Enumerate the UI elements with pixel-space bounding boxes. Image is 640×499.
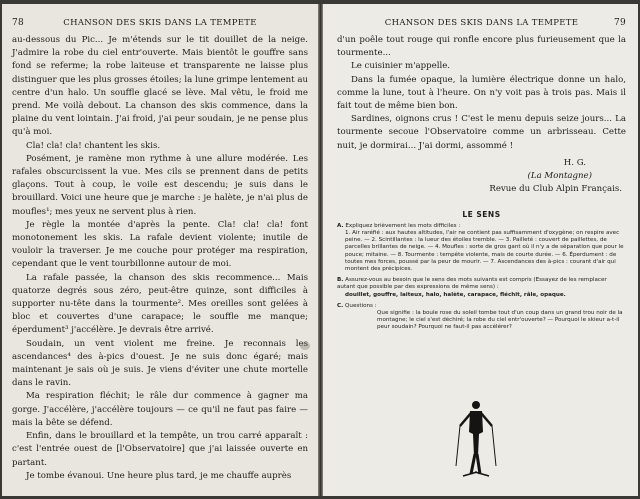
paragraph: Le cuisinier m'appelle.: [351, 61, 451, 72]
exercise-c: [337, 303, 626, 332]
exercise-a: [337, 223, 626, 273]
page-number: 79: [613, 18, 626, 28]
left-page: [2, 4, 318, 496]
paragraph: Cla! cla! cla! chantent les skis.: [26, 140, 161, 151]
exercises: [337, 223, 626, 332]
exercise-prompt: Assurez-vous au besoin que le sens des mots suivants est compris (Essayez de les remplacer autant que possible par des expressions de même sens) :: [337, 277, 607, 291]
exercise-b: [337, 277, 626, 299]
vocabulary-list: douillet, gouffre, laiteux, halo, halète, carapace, fléchit, râle, opaque.: [345, 291, 566, 298]
paragraph: au-dessous du Pic... Je m'étends sur le tit douillet de la neige. J'admire la robe du ciel entr'ouverte. Mais bientôt le gouffre sans fond se referme; la robe laiteuse et transparente ne laisse plus distinguer que les plus grosses étoiles; la lune grimpe lentement au centre d'un halo. Un souffle glacé se lève. Mal vêtu, le froid me prend. Me voilà debout. La chanson des skis commence, dans la plaine du vent lointain. J'ai froid, j'ai peur soudain, je ne pense plus qu'à moi.: [12, 35, 308, 138]
right-page: [323, 4, 638, 496]
exercise-label: B.: [337, 277, 344, 284]
source-publication: Revue du Club Alpin Français.: [489, 183, 622, 194]
exercise-label: A.: [337, 222, 344, 229]
paragraph: La rafale passée, la chanson des skis recommence... Mais quatorze degrés sous zéro, peut-être quinze, sont difficiles à supporter nu-tête dans la tourmente². Mes oreilles sont gelées à bloc et couvertes d'une carapace; le souffle me manque; éperdument³ j'accélère. Je devrais être arrivé.: [12, 272, 308, 336]
skier-illustration: [453, 396, 499, 480]
paragraph: Soudain, un vent violent me freine. Je reconnais les ascendances⁴ des à-pics d'ouest. Je ne suis donc égaré; mais maintenant je sais où je suis. Je viens d'éviter une chute mortelle dans le ravin.: [12, 338, 308, 389]
paragraph: d'un poêle tout rouge qui ronfle encore plus furieusement que la tourmente...: [337, 35, 626, 59]
paragraph: Je règle la montée d'après la pente. Cla! cla! cla! font monotonement les skis. La rafale devient violente; inutile de vouloir la traverser. Je me couche pour protéger ma respiration, cependant que le vent tourbillonne autour de moi.: [12, 219, 308, 270]
author-initials: H. G.: [563, 157, 586, 168]
signature-block: [337, 157, 626, 196]
exercise-prompt: Questions :: [345, 302, 377, 309]
page-number: 78: [12, 18, 25, 28]
paragraph: Posément, je ramène mon rythme à une allure modérée. Les rafales obscurcissent la vue. Mes cils se prennent dans de petits glaçons. Tout à coup, le voile est descendu; je suis dans le brouillard. Voici une heure que je marche : je halète, je n'ai plus de moufles¹; mes yeux ne servent plus à rien.: [12, 153, 308, 217]
source-title: (La Montagne): [527, 170, 592, 181]
left-page-body: [12, 34, 308, 483]
paper-stain: [300, 342, 310, 350]
left-page-header: [12, 18, 308, 34]
vocabulary-definitions: 1. Air raréfié : aux hautes altitudes, l'air ne contient pas suffisamment d'oxygène; on respire avec peine. — 2. Scintillantes : la lueur des étoiles tremble. — 3. Pailleté : couvert de paillettes, de parcelles brillantes de neige. — 4. Moufles : sorte de gros gant où il n'y a de séparation que pour le pouce; mitaine. — 8. Tourmente : tempête violente, mais de courte durée. — 6. Éperdument : de toutes mes forces, poussé par la peur de mourir. — 7. Ascendances des à-pics : courant d'air qui montent des précipices.: [345, 230, 624, 273]
paragraph: Ma respiration fléchit; le râle dur commence à gagner ma gorge. J'accélère, j'accélère toujours — ce qu'il ne faut pas faire — mais la bête se défend.: [12, 391, 308, 428]
paragraph: Sardines, oignons crus ! C'est le menu depuis seize jours... La tourmente secoue l'Observatoire comme un arbrisseau. Cette nuit, je dormirai... J'ai dormi, assommé !: [337, 114, 626, 151]
right-page-body: [337, 34, 626, 153]
right-page-header: [337, 18, 626, 34]
running-title: CHANSON DES SKIS DANS LA TEMPETE: [384, 18, 579, 28]
question-list: [337, 310, 626, 332]
exercise-prompt: Expliquez brièvement les mots difficiles :: [345, 222, 461, 229]
paragraph: Enfin, dans le brouillard et la tempête, un trou carré apparaît : c'est l'entrée ouest de [l'Observatoire] que j'ai laissée ouverte en partant.: [12, 431, 308, 468]
paragraph: Je tombe évanoui. Une heure plus tard, je me chauffe auprès: [26, 470, 292, 481]
section-title: LE SENS: [462, 209, 501, 219]
running-title: CHANSON DES SKIS DANS LA TEMPETE: [63, 18, 257, 28]
exercise-label: C.: [337, 302, 344, 309]
question: Que signifie : la boule rose du soleil tombe tout d'un coup dans un grand trou noir de la montagne; le ciel s'est déchiré; la robe du ciel entr'ouverte? — Pourquoi le skieur a-t-il peur soudain? Pourquoi ne faut-il pas accélérer?: [377, 310, 623, 331]
paragraph: Dans la fumée opaque, la lumière électrique donne un halo, comme la lune, tout à l'heure. On n'y voit pas à trois pas. Mais il fait tout de même bien bon.: [337, 74, 626, 112]
